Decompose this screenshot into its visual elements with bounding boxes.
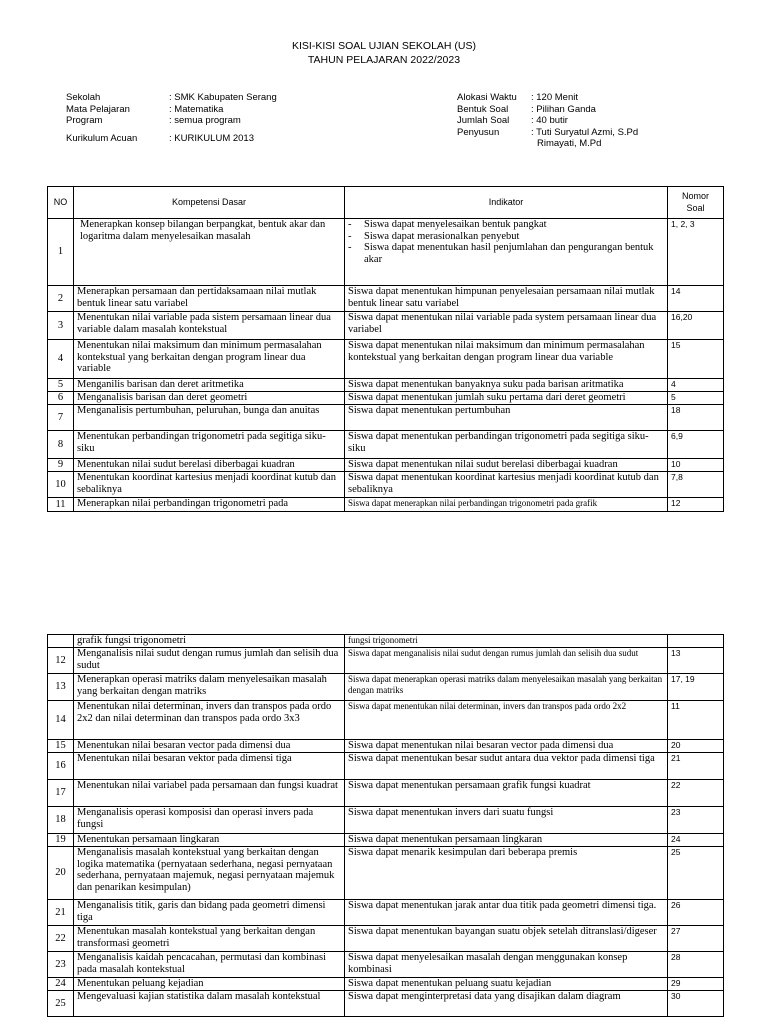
document-page-2: [0, 630, 768, 1024]
indikator-cell: Siswa dapat menentukan nilai maksimum dan minimum permasalahan kontekstual yang berkaitan dengan program linear dua variable: [345, 340, 668, 379]
kompetensi-cell: Menganalisis titik, garis dan bidang pada geometri dimensi tiga: [74, 900, 345, 926]
table-row: [48, 340, 724, 379]
indikator-cell: fungsi trigonometri: [345, 635, 668, 648]
nomor-soal-cell: 6,9: [668, 431, 724, 459]
row-number: 6: [48, 392, 74, 405]
table-row: [48, 847, 724, 900]
row-number: 22: [48, 926, 74, 952]
indikator-cell: Siswa dapat menarik kesimpulan dari beberapa premis: [345, 847, 668, 900]
info-row: [457, 115, 697, 127]
kompetensi-cell: Menentukan nilai besaran vektor pada dimensi tiga: [74, 753, 345, 780]
table-row: [48, 926, 724, 952]
info-label: Sekolah: [66, 92, 101, 103]
nomor-soal-cell: 26: [668, 900, 724, 926]
exam-info: [457, 92, 697, 150]
kompetensi-cell: Menganilis barisan dan deret aritmetika: [74, 379, 345, 392]
info-row: [66, 115, 366, 127]
row-number: 19: [48, 834, 74, 847]
grid-table-page-2: [47, 634, 724, 1017]
nomor-soal-cell: 12: [668, 498, 724, 512]
nomor-soal-cell: 28: [668, 952, 724, 978]
indikator-cell: Siswa dapat menentukan banyaknya suku pada barisan aritmatika: [345, 379, 668, 392]
school-info: [66, 92, 366, 144]
nomor-soal-cell: 1, 2, 3: [668, 219, 724, 286]
kompetensi-cell: Menganalisis operasi komposisi dan operasi invers pada fungsi: [74, 807, 345, 834]
nomor-soal-cell: 7,8: [668, 472, 724, 498]
indikator-item: - Siswa dapat menentukan hasil penjumlahan dan pengurangan bentuk akar: [348, 242, 664, 265]
nomor-soal-cell: 29: [668, 978, 724, 991]
table-row: [48, 701, 724, 740]
row-number: 18: [48, 807, 74, 834]
table-header-row: [48, 187, 724, 219]
info-value: : 120 Menit: [531, 92, 578, 103]
nomor-soal-cell: 10: [668, 459, 724, 472]
indikator-cell: Siswa dapat menentukan jarak antar dua titik pada geometri dimensi tiga.: [345, 900, 668, 926]
table-row: [48, 219, 724, 286]
row-number: 13: [48, 674, 74, 701]
info-label: Mata Pelajaran: [66, 103, 130, 115]
table-row: [48, 753, 724, 780]
nomor-soal-cell: 5: [668, 392, 724, 405]
row-number: 1: [48, 219, 74, 286]
kompetensi-cell: grafik fungsi trigonometri: [74, 635, 345, 648]
nomor-soal-cell: 11: [668, 701, 724, 740]
indikator-cell: Siswa dapat menentukan peluang suatu kejadian: [345, 978, 668, 991]
nomor-soal-cell: 27: [668, 926, 724, 952]
row-number: 4: [48, 340, 74, 379]
header-nomor-soal: [668, 187, 724, 219]
indikator-cell: Siswa dapat menentukan jumlah suku pertama dari deret geometri: [345, 392, 668, 405]
table-row: [48, 392, 724, 405]
kompetensi-cell: Menganalisis barisan dan deret geometri: [74, 392, 345, 405]
row-number: 20: [48, 847, 74, 900]
table-row: [48, 807, 724, 834]
info-row: [66, 133, 366, 145]
nomor-soal-cell: 30: [668, 991, 724, 1017]
indikator-cell: Siswa dapat menentukan perbandingan trigonometri pada segitiga siku-siku: [345, 431, 668, 459]
indikator-cell: Siswa dapat menentukan invers dari suatu fungsi: [345, 807, 668, 834]
kompetensi-cell: Menganalisis masalah kontekstual yang berkaitan dengan logika matematika (pernyataan sederhana, negasi pernyataan sederhana, pernyataan majemuk, negasi pernyataan majemuk dan penarikan kesimpulan): [74, 847, 345, 900]
header-kompetensi: Kompetensi Dasar: [74, 187, 345, 219]
nomor-soal-cell: 20: [668, 740, 724, 753]
indikator-cell: Siswa dapat menentukan himpunan penyelesaian persamaan nilai mutlak bentuk linear satu variabel: [345, 286, 668, 312]
header-no: NO: [48, 187, 74, 219]
info-label: Bentuk Soal: [457, 103, 509, 115]
info-value: : KURIKULUM 2013: [169, 132, 255, 144]
row-number: [48, 635, 74, 648]
indikator-cell: [345, 219, 668, 286]
nomor-soal-cell: 17, 19: [668, 674, 724, 701]
indikator-list: [348, 219, 664, 265]
kompetensi-cell: Menentukan peluang kejadian: [74, 978, 345, 991]
info-value: Rimayati, M.Pd: [537, 138, 602, 149]
info-label: Kurikulum Acuan: [66, 132, 138, 144]
nomor-soal-cell: 18: [668, 405, 724, 431]
info-label: Penyusun: [457, 126, 500, 138]
kompetensi-cell: Menganalisis nilai sudut dengan rumus jumlah dan selisih dua sudut: [74, 648, 345, 674]
row-number: 15: [48, 740, 74, 753]
kompetensi-cell: Menerapkan operasi matriks dalam menyelesaikan masalah yang berkaitan dengan matriks: [74, 674, 345, 701]
header-indikator: Indikator: [345, 187, 668, 219]
row-number: 17: [48, 780, 74, 807]
table-row: [48, 952, 724, 978]
indikator-cell: Siswa dapat menerapkan operasi matriks dalam menyelesaikan masalah yang berkaitan dengan matriks: [345, 674, 668, 701]
kompetensi-cell: Menentukan persamaan lingkaran: [74, 834, 345, 847]
row-number: 10: [48, 472, 74, 498]
kompetensi-cell: Menentukan nilai besaran vector pada dimensi dua: [74, 740, 345, 753]
indikator-cell: Siswa dapat menentukan pertumbuhan: [345, 405, 668, 431]
nomor-soal-cell: 24: [668, 834, 724, 847]
table-row: [48, 472, 724, 498]
info-row: [66, 104, 366, 116]
row-number: 24: [48, 978, 74, 991]
row-number: 8: [48, 431, 74, 459]
info-value: : Pilihan Ganda: [531, 103, 596, 115]
info-label: Program: [66, 115, 103, 126]
kompetensi-cell: Menerapkan konsep bilangan berpangkat, bentuk akar dan logaritma dalam menyelesaikan masalah: [74, 219, 345, 286]
document-subtitle: TAHUN PELAJARAN 2022/2023: [307, 54, 461, 66]
indikator-cell: Siswa dapat menentukan besar sudut antara dua vektor pada dimensi tiga: [345, 753, 668, 780]
indikator-cell: Siswa dapat menentukan persamaan lingkaran: [345, 834, 668, 847]
row-number: 21: [48, 900, 74, 926]
kompetensi-cell: Menentukan perbandingan trigonometri pada segitiga siku-siku: [74, 431, 345, 459]
table-row: [48, 312, 724, 340]
table-row: [48, 459, 724, 472]
row-number: 3: [48, 312, 74, 340]
info-row: [66, 92, 366, 104]
indikator-cell: Siswa dapat menentukan nilai sudut berelasi diberbagai kuadran: [345, 459, 668, 472]
info-value: : 40 butir: [531, 115, 568, 126]
info-value: : semua program: [169, 115, 241, 126]
table-row: [48, 834, 724, 847]
kompetensi-cell: Menentukan masalah kontekstual yang berkaitan dengan transformasi geometri: [74, 926, 345, 952]
indikator-item: - Siswa dapat menyelesaikan bentuk pangkat: [348, 219, 664, 231]
row-number: 25: [48, 991, 74, 1017]
table-row: [48, 991, 724, 1017]
table-row: [48, 780, 724, 807]
indikator-item: - Siswa dapat merasionalkan penyebut: [348, 231, 664, 243]
indikator-cell: Siswa dapat menentukan nilai besaran vector pada dimensi dua: [345, 740, 668, 753]
nomor-soal-cell: 16,20: [668, 312, 724, 340]
table-row: [48, 498, 724, 512]
nomor-soal-cell: 22: [668, 780, 724, 807]
header-nomor-line2: Soal: [686, 202, 705, 213]
indikator-cell: Siswa dapat menentukan bayangan suatu objek setelah ditranslasi/digeser: [345, 926, 668, 952]
nomor-soal-cell: 25: [668, 847, 724, 900]
indikator-cell: Siswa dapat menyelesaikan masalah dengan menggunakan konsep kombinasi: [345, 952, 668, 978]
row-number: 7: [48, 405, 74, 431]
info-label: Alokasi Waktu: [457, 92, 517, 103]
nomor-soal-cell: 14: [668, 286, 724, 312]
header-nomor-line1: Nomor: [681, 191, 709, 201]
table-row: [48, 740, 724, 753]
info-value: : Matematika: [169, 103, 224, 115]
kompetensi-cell: Menerapkan persamaan dan pertidaksamaan nilai mutlak bentuk linear satu variabel: [74, 286, 345, 312]
kompetensi-cell: Menganalisis pertumbuhan, peluruhan, bunga dan anuitas: [74, 405, 345, 431]
indikator-cell: Siswa dapat menentukan nilai variable pada system persamaan linear dua variabel: [345, 312, 668, 340]
table-row: [48, 405, 724, 431]
row-number: 23: [48, 952, 74, 978]
table-row: [48, 635, 724, 648]
info-value: : Tuti Suryatul Azmi, S.Pd: [531, 126, 639, 138]
table-row: [48, 674, 724, 701]
kompetensi-cell: Menentukan nilai maksimum dan minimum permasalahan kontekstual yang berkaitan dengan program linear dua variable: [74, 340, 345, 379]
indikator-cell: Siswa dapat menginterpretasi data yang disajikan dalam diagram: [345, 991, 668, 1017]
kompetensi-cell: Menerapkan nilai perbandingan trigonometri pada: [74, 498, 345, 512]
indikator-cell: Siswa dapat menentukan nilai determinan, invers dan transpos pada ordo 2x2: [345, 701, 668, 740]
table-row: [48, 286, 724, 312]
indikator-cell: Siswa dapat menentukan persamaan grafik fungsi kuadrat: [345, 780, 668, 807]
info-row: [457, 92, 697, 104]
kompetensi-cell: Menentukan nilai variable pada sistem persamaan linear dua variable dalam masalah kontekstual: [74, 312, 345, 340]
nomor-soal-cell: 23: [668, 807, 724, 834]
table-row: [48, 978, 724, 991]
nomor-soal-cell: [668, 635, 724, 648]
nomor-soal-cell: 15: [668, 340, 724, 379]
row-number: 14: [48, 701, 74, 740]
nomor-soal-cell: 21: [668, 753, 724, 780]
grid-table-page-1: [47, 186, 724, 512]
info-row: [457, 104, 697, 116]
row-number: 5: [48, 379, 74, 392]
table-row: [48, 431, 724, 459]
indikator-cell: Siswa dapat menerapkan nilai perbandingan trigonometri pada grafik: [345, 498, 668, 512]
indikator-cell: Siswa dapat menganalisis nilai sudut dengan rumus jumlah dan selisih dua sudut: [345, 648, 668, 674]
kompetensi-cell: Mengevaluasi kajian statistika dalam masalah kontekstual: [74, 991, 345, 1017]
table-row: [48, 379, 724, 392]
kompetensi-cell: Menentukan koordinat kartesius menjadi koordinat kutub dan sebaliknya: [74, 472, 345, 498]
row-number: 16: [48, 753, 74, 780]
kompetensi-cell: Menentukan nilai variabel pada persamaan dan fungsi kuadrat: [74, 780, 345, 807]
info-row: [457, 127, 697, 139]
row-number: 2: [48, 286, 74, 312]
row-number: 12: [48, 648, 74, 674]
info-value: : SMK Kabupaten Serang: [169, 92, 277, 103]
document-title: KISI-KISI SOAL UJIAN SEKOLAH (US): [292, 40, 476, 52]
row-number: 9: [48, 459, 74, 472]
info-row: [457, 138, 697, 150]
indikator-cell: Siswa dapat menentukan koordinat kartesius menjadi koordinat kutub dan sebaliknya: [345, 472, 668, 498]
nomor-soal-cell: 4: [668, 379, 724, 392]
nomor-soal-cell: 13: [668, 648, 724, 674]
info-label: Jumlah Soal: [457, 115, 510, 126]
table-row: [48, 900, 724, 926]
row-number: 11: [48, 498, 74, 512]
table-row: [48, 648, 724, 674]
kompetensi-cell: Menentukan nilai determinan, invers dan transpos pada ordo 2x2 dan nilai determinan dan transpos pada ordo 3x3: [74, 701, 345, 740]
kompetensi-cell: Menentukan nilai sudut berelasi diberbagai kuadran: [74, 459, 345, 472]
kompetensi-cell: Menganalisis kaidah pencacahan, permutasi dan kombinasi pada masalah kontekstual: [74, 952, 345, 978]
